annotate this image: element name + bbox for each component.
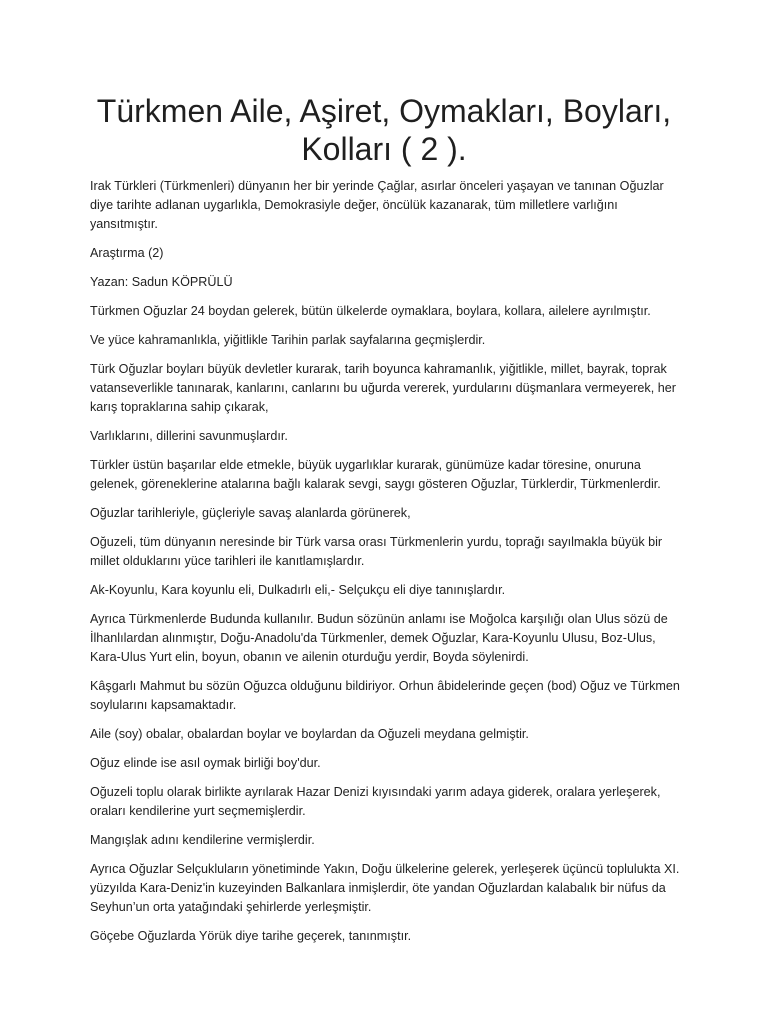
paragraph-research: Araştırma (2) <box>90 246 164 260</box>
paragraph: Aile (soy) obalar, obalardan boylar ve boylardan da Oğuzeli meydana gelmiştir. <box>90 727 529 741</box>
paragraph: Türk Oğuzlar boyları büyük devletler kurarak, tarih boyunca kahramanlık, yiğitlikle, millet, bayrak, toprak vatanseverlikle tanınarak, kanlarını, canlarını bu uğurda vererek, yurdularını düşmanlara vermeyerek, her karış topraklarına sahip çıkarak, <box>90 362 676 414</box>
paragraph: Varlıklarını, dillerini savunmuşlardır. <box>90 429 288 443</box>
paragraph-intro: Irak Türkleri (Türkmenleri) dünyanın her bir yerinde Çağlar, asırlar önceleri yaşayan ve tanınan Oğuzlar diye tarihte adlanan uygarlıkla, Demokrasiyle değer, öncülük kazanarak, tüm milletlere varlığını yansıtmıştır. <box>90 179 664 231</box>
document-body <box>90 177 688 946</box>
paragraph: Ve yüce kahramanlıkla, yiğitlikle Tarihin parlak sayfalarına geçmişlerdir. <box>90 333 486 347</box>
paragraph: Türkler üstün başarılar elde etmekle, büyük uygarlıklar kurarak, günümüze kadar töresine, onuruna gelenek, göreneklerine atalarına bağlı kalarak sevgi, saygı gösteren Oğuzlar, Türklerdir, Türkmenlerdir. <box>90 458 661 491</box>
paragraph: Göçebe Oğuzlarda Yörük diye tarihe geçerek, tanınmıştır. <box>90 929 412 943</box>
paragraph: Oğuz elinde ise asıl oymak birliği boy'dur. <box>90 756 321 770</box>
paragraph: Ayrıca Oğuzlar Selçukluların yönetiminde Yakın, Doğu ülkelerine gelerek, yerleşerek üçüncü toplulukta XI. yüzyılda Kara-Deniz'in kuzeyinden Balkanlara inmişlerdir, öte yandan Oğuzlardan kalabalık bir nüfus da Seyhun’un orta yatağındaki şehirlerde yerleşmiştir. <box>90 862 680 914</box>
paragraph: Mangışlak adını kendilerine vermişlerdir. <box>90 833 315 847</box>
paragraph: Ak-Koyunlu, Kara koyunlu eli, Dulkadırlı eli,- Selçukçu eli diye tanınışlardır. <box>90 583 506 597</box>
paragraph: Ayrıca Türkmenlerde Budunda kullanılır. Budun sözünün anlamı ise Moğolca karşılığı olan Ulus sözü de İlhanlılardan alınmıştır, Doğu-Anadolu'da Türkmenler, demek Oğuzlar, Kara-Koyunlu Ulusu, Boz-Ulus, Kara-Ulus Yurt elin, boyun, obanın ve ailenin oturduğu yerdir, Boyda söylenirdi. <box>90 612 668 664</box>
paragraph: Türkmen Oğuzlar 24 boydan gelerek, bütün ülkelerde oymaklara, boylara, kollara, ailelere ayrılmıştır. <box>90 304 651 318</box>
paragraph: Oğuzlar tarihleriyle, güçleriyle savaş alanlarda görünerek, <box>90 506 411 520</box>
page-title: Türkmen Aile, Aşiret, Oymakları, Boyları, Kolları ( 2 ). <box>96 93 672 167</box>
paragraph: Kâşgarlı Mahmut bu sözün Oğuzca olduğunu bildiriyor. Orhun âbidelerinde geçen (bod) Oğuz ve Türkmen soylularını kapsamaktadır. <box>90 679 680 712</box>
paragraph: Oğuzeli toplu olarak birlikte ayrılarak Hazar Denizi kıyısındaki yarım adaya giderek, oralara yerleşerek, oraları kendilerine yurt seçmemişlerdir. <box>90 785 661 818</box>
paragraph-author: Yazan: Sadun KÖPRÜLÜ <box>90 275 233 289</box>
paragraph: Oğuzeli, tüm dünyanın neresinde bir Türk varsa orası Türkmenlerin yurdu, toprağı sayılmakla büyük bir millet olduklarını yüce tarihleri ile kanıtlamışlardır. <box>90 535 663 568</box>
